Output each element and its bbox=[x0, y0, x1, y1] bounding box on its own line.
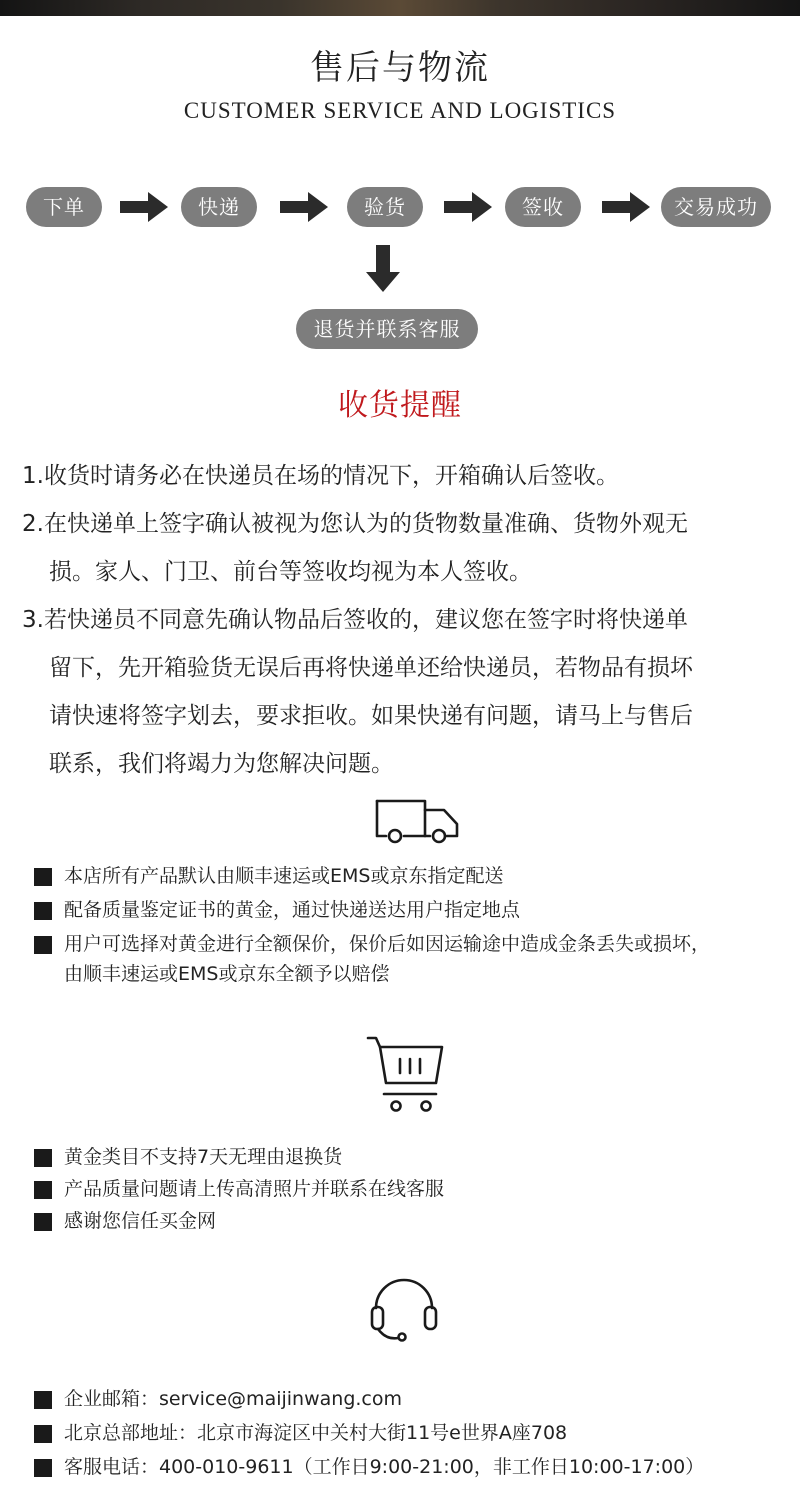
list-item: 本店所有产品默认由顺丰速运或EMS或京东指定配送 bbox=[34, 862, 774, 890]
list-item: 产品质量问题请上传高清照片并联系在线客服 bbox=[34, 1175, 774, 1203]
shopping-cart-icon bbox=[364, 1033, 446, 1115]
returns-list bbox=[34, 1143, 774, 1241]
bullet-square bbox=[34, 868, 52, 886]
bullet-square bbox=[34, 1425, 52, 1443]
bullet-square bbox=[34, 1391, 52, 1409]
logistics-list bbox=[34, 862, 774, 994]
arrow-right-icon bbox=[602, 192, 650, 222]
list-item: 配备质量鉴定证书的黄金，通过快递送达用户指定地点 bbox=[34, 896, 774, 924]
bullet-square bbox=[34, 936, 52, 954]
bullet-square bbox=[34, 1213, 52, 1231]
step-complete: 交易成功 bbox=[661, 187, 771, 227]
bullet-square bbox=[34, 1149, 52, 1167]
arrow-down-icon bbox=[366, 245, 400, 292]
list-item: 黄金类目不支持7天无理由退换货 bbox=[34, 1143, 774, 1171]
truck-icon bbox=[372, 798, 462, 844]
reminder-title: 收货提醒 bbox=[338, 388, 462, 423]
reminder-item: 3.若快递员不同意先确认物品后签收的，建议您在签字时将快递单 留下，先开箱验货无误后再将快递单还给快递员，若物品有损坏 请快速将签字划去，要求拒收。如果快递有问题，请马上与售后 联系，我们将竭力为您解决问题。 bbox=[22, 607, 693, 777]
list-item-continued: 由顺丰速运或EMS或京东全额予以赔偿 bbox=[64, 963, 390, 985]
step-order: 下单 bbox=[26, 187, 102, 227]
arrow-right-icon bbox=[120, 192, 168, 222]
bullet-square bbox=[34, 902, 52, 920]
contact-address: 北京总部地址：北京市海淀区中关村大街11号e世界A座708 bbox=[34, 1419, 794, 1447]
reminder-item: 2.在快递单上签字确认被视为您认为的货物数量准确、货物外观无 损。家人、门卫、前台等签收均视为本人签收。 bbox=[22, 511, 688, 585]
list-item: 用户可选择对黄金进行全额保价，保价后如因运输途中造成金条丢失或损坏， bbox=[34, 930, 774, 958]
step-inspect: 验货 bbox=[347, 187, 423, 227]
page-title: 售后与物流 bbox=[310, 48, 490, 88]
bullet-square bbox=[34, 1459, 52, 1477]
reminder-list bbox=[22, 452, 792, 788]
reminder-item: 1.收货时请务必在快递员在场的情况下，开箱确认后签收。 bbox=[22, 463, 619, 489]
contact-phone: 客服电话：400-010-9611（工作日9:00-21:00，非工作日10:00-17:00） bbox=[34, 1453, 794, 1481]
headset-icon bbox=[364, 1270, 444, 1350]
step-return-contact: 退货并联系客服 bbox=[296, 309, 478, 349]
step-sign: 签收 bbox=[505, 187, 581, 227]
bullet-square bbox=[34, 1181, 52, 1199]
contact-list bbox=[34, 1385, 794, 1487]
arrow-right-icon bbox=[444, 192, 492, 222]
top-banner-image bbox=[0, 0, 800, 16]
list-item: 感谢您信任买金网 bbox=[34, 1207, 774, 1235]
step-express: 快递 bbox=[181, 187, 257, 227]
contact-email: 企业邮箱：service@maijinwang.com bbox=[34, 1385, 794, 1413]
arrow-right-icon bbox=[280, 192, 328, 222]
page-subtitle: CUSTOMER SERVICE AND LOGISTICS bbox=[183, 98, 617, 123]
